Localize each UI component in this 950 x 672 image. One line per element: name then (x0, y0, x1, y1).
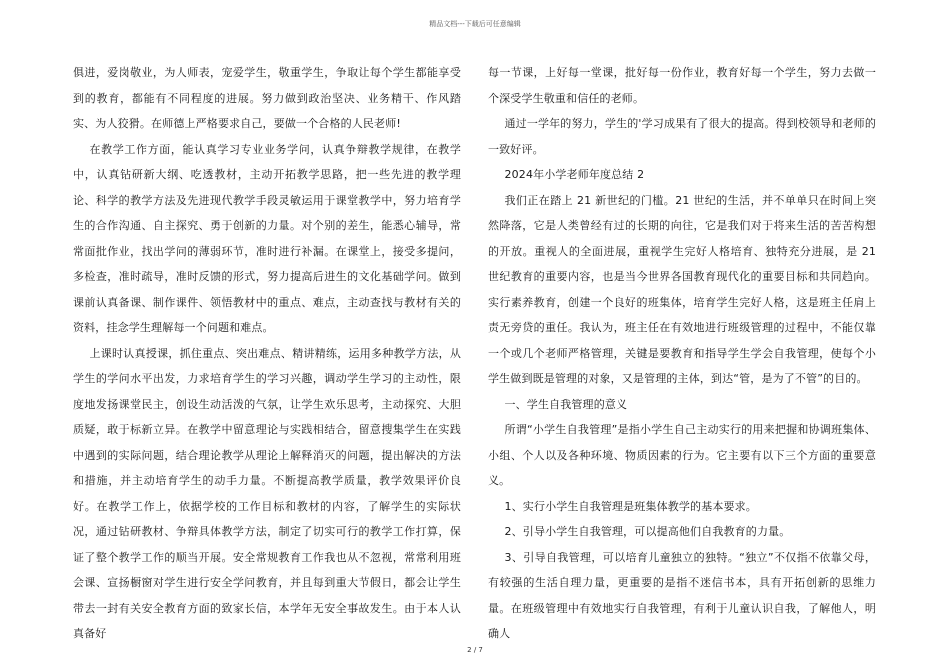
section-heading: 一、学生自我管理的意义 (504, 397, 628, 411)
list-item: 3、引导自我管理，可以培育儿童独立的独特。“独立”不仅指不依靠父母，有较强的生活自理力量，更重要的是指不迷信书本，具有开拓创新的思维力量。在班级管理中有效地实行自我管理，有利于儿童认识自我，了解他人，明确人 (488, 550, 876, 640)
list-item: 2、引导小学生自我管理，可以提高他们自我教育的力量。 (504, 525, 791, 538)
paragraph: 我们正在踏上 21 新世纪的门槛。21 世纪的生活，并不单单只在时间上突然降落，它是人类曾经有过的长期的向往，它是我们对于将来生活的苦苦构想的开放。重视人的全面进展，重视学生完好人格培育、独特充分进展，是 21 世纪教育的重要内容，也是当今世界各国教育现代化的重要目标和共同趋向。实行素养教育，创建一个良好的班集体，培育学生完好人格，这是班主任肩上责无旁贷的重任。我认为，班主任在有效地进行班级管理的过程中，不能仅靠一个或几个老师严格管理，关键是要教育和指导学生学会自我管理，使每个小学生做到既是管理的对象，又是管理的主体，到达“管，是为了不管”的目的。 (488, 193, 876, 385)
page-header: 精品文档---下载后可任意编辑 (429, 20, 521, 28)
paragraph: 每一节课，上好每一堂课，批好每一份作业，教育好每一个学生，努力去做一个深受学生敬重和信任的老师。 (488, 66, 876, 105)
paragraph: 所谓“小学生自我管理”是指小学生自己主动实行的用来把握和协调班集体、小组、个人以及各种环境、物质因素的行为。它主要有以下三个方面的重要意义。 (488, 423, 876, 487)
paragraph: 俱进，爱岗敬业，为人师表，宠爱学生，敬重学生，争取让每个学生都能享受到的教育，都能有不同程度的进展。努力做到政治坚决、业务精干、作风踏实、为人狡猾。在师德上严格要求自己，要做一个合格的人民老师! (73, 66, 461, 130)
page-number: 2 / 7 (467, 646, 483, 654)
paragraph: 通过一学年的努力，学生的'学习成果有了很大的提高。得到校领导和老师的一致好评。 (488, 117, 876, 156)
right-text-column (488, 60, 876, 647)
list-item: 1、实行小学生自我管理是班集体教学的基本要求。 (504, 499, 757, 513)
section-title: 2024年小学老师年度总结 2 (504, 168, 645, 181)
left-text-column (73, 60, 461, 647)
paragraph: 上课时认真授课，抓住重点、突出难点、精讲精练，运用多种教学方法，从学生的学问水平出发，力求培育学生的学习兴趣，调动学生学习的主动性，限度地发扬课堂民主，创设生动活泼的气氛，让学生欢乐思考，主动探究、大胆质疑，敢于标新立异。在教学中留意理论与实践相结合，留意搜集学生在实践中遇到的实际问题，结合理论教学从理论上解释消灭的问题，提出解决的方法和措施，并主动培育学生的动手力量。不断提高教学质量，教学效果评价良好。在教学工作上，依据学校的工作目标和教材的内容，了解学生的实际状况，通过钻研教材、争辩具体教学方法，制定了切实可行的教学工作打算，保证了整个教学工作的顺当开展。安全常规教育工作我也从不忽视，常常利用班会课、宣扬橱窗对学生进行安全学问教育，并且每到重大节假日，都会让学生带去一封有关安全教育方面的致家长信，本学年无安全事故发生。由于本人认真备好 (73, 346, 461, 640)
paragraph: 在教学工作方面，能认真学习专业业务学问，认真争辩教学规律，在教学中，认真钻研新大纲、吃透教材，主动开拓教学思路，把一些先进的教学理论、科学的教学方法及先进现代教学手段灵敏运用于课堂教学中，努力培育学生的合作沟通、自主探究、勇于创新的力量。对个别的差生，能悉心辅导，常常面批作业，找出学问的薄弱环节，准时进行补漏。在课堂上，接受多提问，多检查，准时疏导，准时反馈的形式，努力提高后进生的文化基础学问。做到课前认真备课、制作课件、领悟教材中的重点、难点，主动查找与教材有关的资料，挂念学生理解每一个问题和难点。 (73, 142, 461, 334)
